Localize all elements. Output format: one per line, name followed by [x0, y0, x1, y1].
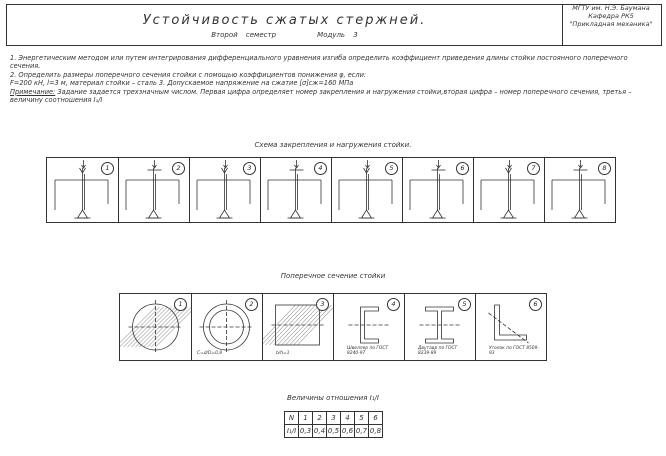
- scheme-cell-3: [189, 158, 261, 222]
- table-cell: 2: [313, 412, 327, 425]
- support-schemes-strip: [46, 157, 616, 223]
- scheme-cell-6: [402, 158, 474, 222]
- scheme-cell-7: [473, 158, 545, 222]
- table-cell: 0,3: [299, 425, 313, 438]
- support-symbol: [78, 210, 88, 218]
- scheme-cell-1: [47, 158, 119, 222]
- ratio-table: [284, 411, 383, 438]
- module-label: Модуль 3: [317, 31, 358, 39]
- scheme-cell-4: [260, 158, 332, 222]
- schemes-caption: Схема закрепления и нагружения стойки.: [254, 141, 412, 149]
- university-name: МГТУ им. Н.Э. Баумана: [572, 4, 650, 12]
- scheme-number: 2: [172, 162, 185, 175]
- table-cell: 0,8: [369, 425, 383, 438]
- page-title: Устойчивость сжатых стержней.: [142, 13, 427, 28]
- scheme-number: 5: [385, 162, 398, 175]
- cross-sections-strip: [119, 293, 547, 361]
- table-cell: I₁/I: [285, 425, 299, 438]
- task-item-1: 1. Энергетическим методом или путем интегрирования дифференциального уравнения изгиба определить коэффициент приведения длины стойки постоянного поперечного сечения.: [10, 54, 628, 71]
- organization-text: [561, 4, 661, 28]
- section-note: b/h=1: [276, 351, 290, 356]
- scheme-number: 6: [456, 162, 469, 175]
- section-number: 2: [245, 298, 258, 311]
- section-cell-2: [191, 294, 263, 360]
- table-cell: 0,6: [341, 425, 355, 438]
- table-cell: 0,4: [313, 425, 327, 438]
- support-symbol: [291, 210, 301, 218]
- section-cell-3: [262, 294, 334, 360]
- scheme-number: 7: [527, 162, 540, 175]
- section-number: 4: [387, 298, 400, 311]
- table-cell: 0,7: [355, 425, 369, 438]
- section-note: Уголок по ГОСТ 8509-93: [489, 346, 539, 356]
- section-number: 3: [316, 298, 329, 311]
- department-name: Кафедра РК5: [588, 12, 634, 20]
- table-cell: 6: [369, 412, 383, 425]
- section-number: 5: [458, 298, 471, 311]
- table-row: [285, 412, 383, 425]
- scheme-cell-8: [544, 158, 615, 222]
- section-number: 6: [529, 298, 542, 311]
- table-cell: 0,5: [327, 425, 341, 438]
- section-cell-5: [404, 294, 476, 360]
- note-text: Задание задается трехзначным числом. Первая цифра определяет номер закрепления и нагружения стойки,вторая цифра – номер поперечного сечения, третья – величину соотношения I₁/I: [10, 87, 632, 105]
- semester-module-line: [7, 31, 562, 39]
- support-symbol: [433, 210, 443, 218]
- section-number: 1: [174, 298, 187, 311]
- support-symbol: [362, 210, 372, 218]
- table-cell: 1: [299, 412, 313, 425]
- section-cell-4: [333, 294, 405, 360]
- course-name: "Прикладная механика": [569, 20, 653, 28]
- scheme-number: 8: [598, 162, 611, 175]
- ratios-caption: Величины отношения I₁/I: [287, 394, 379, 402]
- section-cell-6: [475, 294, 546, 360]
- scheme-number: 4: [314, 162, 327, 175]
- support-symbol: [149, 210, 159, 218]
- sections-caption: Поперечное сечение стойки: [280, 272, 386, 280]
- task-text: [10, 54, 658, 104]
- scheme-cell-2: [118, 158, 190, 222]
- section-note: Швеллер по ГОСТ 8240-97: [347, 346, 389, 356]
- task-item-2: 2. Определить размеры поперечного сечения стойки с помощью коэффициентов понижения φ, если:: [10, 70, 367, 79]
- section-note: Двутавр по ГОСТ 8239-89: [418, 346, 458, 356]
- scheme-number: 1: [101, 162, 114, 175]
- scheme-cell-5: [331, 158, 403, 222]
- section-note: С=d/D=0,8: [197, 351, 223, 356]
- section-cell-1: [120, 294, 192, 360]
- table-cell: 4: [341, 412, 355, 425]
- table-row: [285, 425, 383, 438]
- support-symbol: [575, 210, 585, 218]
- angle-section: [495, 305, 527, 340]
- semester-label: Второй семестр: [211, 31, 277, 39]
- note-label: Примечание:: [10, 87, 56, 96]
- table-cell: 3: [327, 412, 341, 425]
- task-conditions: F=200 кН, l=3 м, материал стойки – сталь 3. Допускаемое напряжение на сжатие [σ]сж=160 МПа: [10, 79, 354, 88]
- table-cell: 5: [355, 412, 369, 425]
- scheme-number: 3: [243, 162, 256, 175]
- task-note: [10, 88, 658, 105]
- support-symbol: [220, 210, 230, 218]
- support-symbol: [504, 210, 514, 218]
- title-block: [6, 4, 563, 46]
- table-cell: N: [285, 412, 299, 425]
